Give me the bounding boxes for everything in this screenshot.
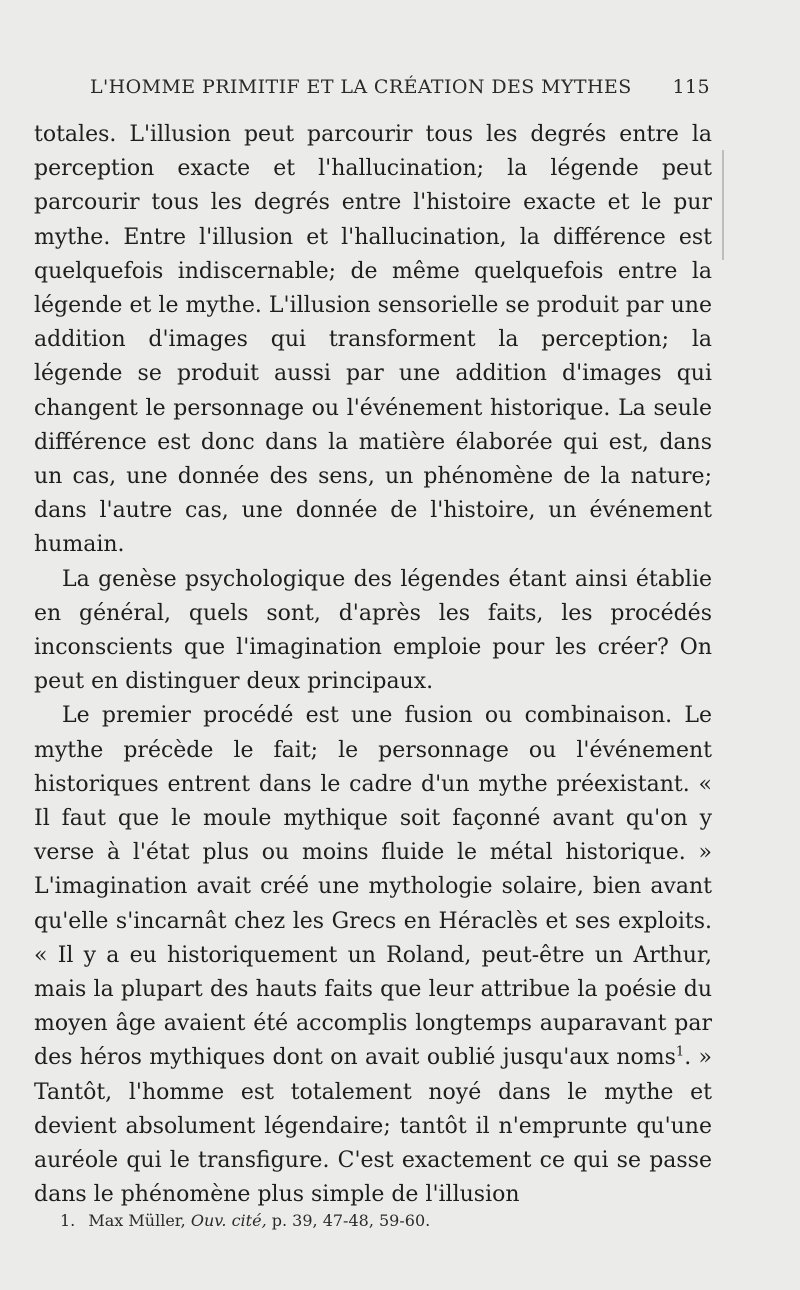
footnote-number: 1. — [60, 1211, 76, 1230]
running-header — [90, 76, 710, 106]
paragraph-1: totales. L'illusion peut parcourir tous les degrés entre la perception exacte et l'hallucination; la légende peut parcourir tous les degrés entre l'histoire exacte et le pur mythe. Entre l'illusion et l'hallucination, la différence est quelquefois indiscernable; de même quelquefois entre la légende et le mythe. L'illusion sensorielle se produit par une addition d'images qui transforment la perception; la légende se produit aussi par une addition d'images qui changent le personnage ou l'événement historique. La seule différence est donc dans la matière élaborée qui est, dans un cas, une donnée des sens, un phénomène de la nature; dans l'autre cas, une donnée de l'histoire, un événement humain. — [34, 122, 712, 558]
main-text — [34, 118, 712, 1213]
paragraph-2: La genèse psychologique des légendes étant ainsi établie en général, quels sont, d'après les faits, les procédés inconscients que l'imagination emploie pour les créer? On peut en distinguer deux principaux. — [34, 566, 712, 695]
footnote-work: Ouv. cité, — [190, 1211, 267, 1230]
running-title: L'HOMME PRIMITIF ET LA CRÉATION DES MYTHES — [90, 76, 632, 98]
footnote-pages: p. 39, 47-48, 59-60. — [271, 1211, 431, 1230]
paragraph-3-text-a: Le premier procédé est une fusion ou combinaison. Le mythe précède le fait; le personnage ou l'événement historiques entrent dans le cadre d'un mythe préexistant. « Il faut que le moule mythique soit façonné avant qu'on y verse à l'état plus ou moins fluide le métal historique. » L'imagination avait créé une mythologie solaire, bien avant qu'elle s'incarnât chez les Grecs en Héraclès et ses exploits. « Il y a eu historiquement un Roland, peut-être un Arthur, mais la plupart des hauts faits que leur attribue la poésie du moyen âge avaient été accomplis longtemps auparavant par des héros mythiques dont on avait oublié jusqu'aux noms — [34, 703, 712, 1071]
paragraph-3-text-b: . » Tantôt, l'homme est totalement noyé dans le mythe et devient absolument légendaire; tantôt il n'emprunte qu'une auréole qui le transfigure. C'est exactement ce qui se passe dans le phénomène plus simple de l'illusion — [34, 1045, 712, 1208]
footnote-author: Max Müller, — [88, 1211, 186, 1230]
footnote-reference: 1 — [675, 1045, 685, 1061]
paragraph-3 — [34, 699, 712, 1212]
footnote — [60, 1210, 710, 1232]
page-number: 115 — [672, 76, 710, 98]
margin-scan-mark — [722, 150, 724, 260]
